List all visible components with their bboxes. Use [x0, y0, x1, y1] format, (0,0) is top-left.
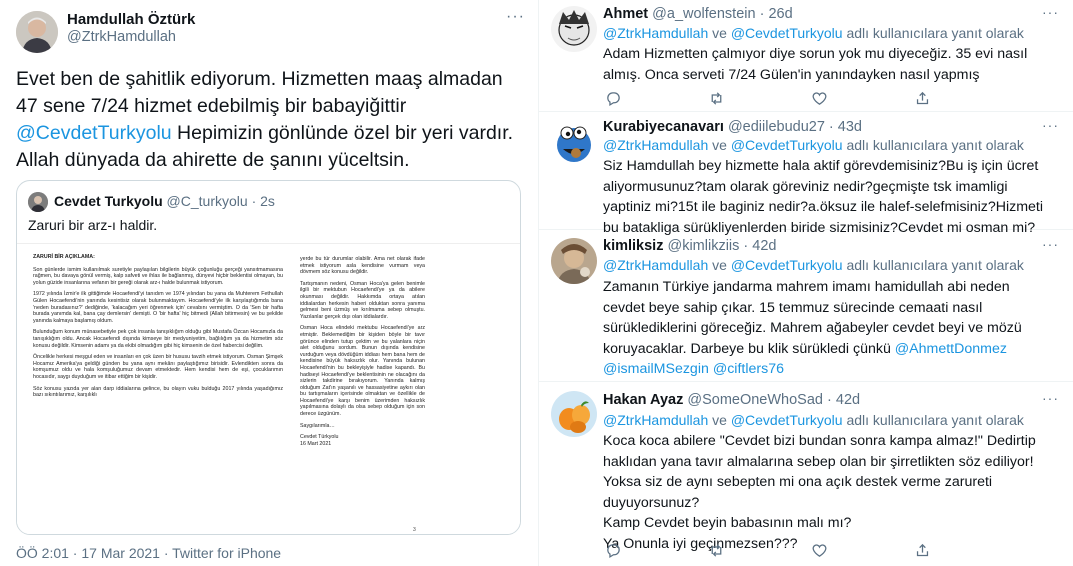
tweet-text-start: Evet ben de şahitlik ediyorum. Hizmetten maaş almadan 47 sene 7/24 hizmet edebilmiş bir babayiğittir	[16, 68, 503, 117]
document-paragraph: Öncelikle herkesi meşgul eden ve insanları en çok üzen bir hususu tavzih etmek istiyorum. Osman Şimşek Hocamız Amerika'ya geldiği günden bu yana aynı mekânı paylaştığımız birisidir. Evlendikten sonra da komşumuz oldu ve hala komşuluğumuz devam etmektedir. Hem kendisi hem de eşi, çocuklarımın hocasıdır, saygı duyduğum ve itibar ettiğim bir kişidir.	[33, 354, 283, 380]
document-paragraph: yerde bu tür durumlar olabilir. Ama net olarak ifade etmek istiyorum asla kendisine vurmam veya dövmem söz konusu değildir.	[300, 256, 425, 276]
reply-dot: ·	[739, 238, 753, 254]
reply-header	[603, 238, 776, 254]
reply-text: Adam Hizmetten çalmıyor diye sorun yok mu diyeceğiz. 35 evi nasıl almış. Onca serveti 7/24 Gülen'in yanındayken nasıl yapmış	[603, 46, 1028, 83]
mention-link[interactable]: @ismailMSezgin	[603, 361, 709, 377]
reply-author-name[interactable]: Ahmet	[603, 6, 649, 22]
author-name[interactable]: Hamdullah Öztürk	[67, 11, 196, 28]
reply-context-suffix: adlı kullanıcılara yanıt olarak	[842, 257, 1024, 273]
reply-tweet[interactable]	[539, 0, 1073, 112]
share-icon[interactable]	[913, 89, 933, 107]
quoted-header	[54, 193, 275, 209]
reply-header	[603, 392, 860, 408]
reply-context	[603, 257, 1024, 273]
reply-context-suffix: adlı kullanıcılara yanıt olarak	[842, 25, 1024, 41]
quoted-author-name: Cevdet Turkyolu	[54, 193, 163, 209]
retweet-icon[interactable]	[706, 89, 726, 107]
mention-link[interactable]: @ZtrkHamdullah	[603, 412, 709, 428]
document-paragraph: 1972 yılında İzmir'e ilk gittiğimde Hocaefendi'yi tanıdım ve 1974 yılından bu yana da Muhterem Fethullah Gülen Hocaefendi'nin yanında kesintisiz olarak bulunmaktayım. Hocaefendi'yle ilk karşılaştığımda bana 'neden buradasınız?' dediğinde, 'kalacağım yeri öğrenmek için' cevabını vermiştim. O da 'Sen bir hafta burada yanımda kal, bana çay demlersin' demişti. O 'bir hafta' hiç bitmedi (Allah bitirmesin) ve bu şekilde yanında kalmaya başlamış oldum.	[33, 291, 283, 324]
reply-author-name[interactable]: Kurabiyecanavarı	[603, 119, 724, 135]
quoted-tweet[interactable]	[16, 180, 521, 535]
document-paragraph: Son günlerde ismim kullanılmak suretiyle paylaşılan bilgilerin büyük çoğunluğu gerçeği yansıtmamasına rağmen, bu davaya gönül vermiş, kalp safveti ve ihlas ile bağlanmış, dünyevi hiçbir beklentisi olmayan, bu yolun güzide insanlarına vefanın bir gereği olarak arz-ı halde bulunmak istiyorum.	[33, 266, 283, 286]
reply-context-joiner: ve	[708, 137, 731, 153]
reply-author-handle[interactable]: @a_wolfenstein	[652, 6, 756, 22]
like-icon[interactable]	[810, 89, 830, 107]
reply-dot: ·	[755, 6, 769, 22]
replies-list	[539, 0, 1073, 566]
reply-text	[603, 431, 1048, 554]
document-page-number: 3	[413, 527, 416, 533]
reply-text	[603, 277, 1043, 380]
reply-text-plain: Zamanın Türkiye jandarma mahrem imamı hamidullah abi neden cevdet beye sahip çıkar. 15 temmuz sürecinde cemaati nasıl sürüklediklerini göreceğiz. Mahrem ağabeyler cevdet beyi ve mözü koruyacaklar. Darbeye bu klik sürükledi çünkü	[603, 279, 1022, 357]
mention-link[interactable]: @ZtrkHamdullah	[603, 137, 709, 153]
quoted-author-handle: @C_turkyolu	[166, 193, 248, 209]
reply-context	[603, 412, 1024, 428]
reply-header	[603, 119, 862, 135]
reply-text-line: Ya Onunla iyi geçinmezsen???	[603, 535, 798, 552]
reply-icon[interactable]	[603, 541, 623, 559]
reply-author-handle[interactable]: @ediilebudu27	[727, 119, 825, 135]
reply-tweet[interactable]	[539, 230, 1073, 382]
document-paragraph: Osman Hoca elindeki mektubu Hocaefendi'ye arz etmiştir. Beklemediğim bir kişiden böyle bir tavır görünce elinden tutup çektim ve bu yalanlara niçin alet olduğunu sordum. Bunun dışında kendisine vurduğum veya dövdüğüm iddiası hem bana hem de kendisine büyük haksızlık olur. Yanında bulunan Hocaefendi'nin bu bekleyişiyle hadise kapandı. Bu hadiseyi Hocaefendi'ye beklentisinin ne olacağını da sizlerin takdirine bırakıyorum. Yanında kalmış olduğum Zat'ın yaşanılı ve hassasiyetine aykırı olan bu tartışmaların içerisinde olmaktan ve özellikle de Hocaefendi'ye karşı benim üzerimden haksızlık yapılmasına dolaylı da olsa sebep olduğum için son derece üzgünüm.	[300, 325, 425, 418]
more-icon[interactable]: ···	[1042, 236, 1059, 252]
author-avatar[interactable]	[16, 11, 58, 53]
mention-link[interactable]: @ZtrkHamdullah	[603, 25, 709, 41]
reply-dot: ·	[822, 392, 836, 408]
quoted-text: Zaruri bir arz-ı haldir.	[28, 217, 158, 233]
reply-tweet[interactable]	[539, 382, 1073, 566]
document-paragraph: Söz konusu yazıda yer alan darp iddialarına gelince, bu olayın vuku bulduğu 2017 yılında yaşadığımız bazı sıkıntılarımız, karşılıklı	[33, 385, 283, 399]
document-heading: ZARURİ BİR AÇIKLAMA:	[33, 254, 95, 260]
reply-icon[interactable]	[603, 89, 623, 107]
tweet-footer[interactable]: ÖÖ 2:01 · 17 Mar 2021 · Twitter for iPhone	[16, 545, 282, 561]
mention-link[interactable]: @CevdetTurkyolu	[730, 137, 843, 153]
reply-time[interactable]: 42d	[752, 238, 777, 254]
reply-text-line: Yoksa siz de aynı sebepten mi ona açık destek verme zarureti duyuyorsunuz?	[603, 474, 993, 511]
reply-context-joiner: ve	[708, 257, 731, 273]
mention-link[interactable]: @CevdetTurkyolu	[730, 25, 843, 41]
quoted-dot: ·	[247, 193, 261, 209]
tweet-text-end: Hepimizin gönlünde özel bir yeri vardır. Allah dünyada da ahirette de şanını yüceltsin.	[16, 122, 514, 171]
mention-link[interactable]: @ciftlers76	[712, 361, 784, 377]
mention-link[interactable]: @CevdetTurkyolu	[16, 122, 172, 144]
reply-text: Siz Hamdullah bey hizmette hala aktif görevdemisiniz?Bu iş için ücret aliyormusunuz?tam olarak göreviniz nedir?geçmişte tsk imamligi yaptiniz mi?15t ile baginiz nedir?a.öksuz ile halef-selefmisiniz?Hizmeti bu batakliga sürükliyenlerden biride sizmisiniz?Cevdet mi osman mi?	[603, 158, 1044, 236]
like-icon[interactable]	[810, 541, 830, 559]
reply-time[interactable]: 42d	[835, 392, 861, 408]
more-icon[interactable]: ···	[506, 8, 525, 25]
reply-author-name[interactable]: kimliksiz	[603, 238, 664, 254]
reply-context	[603, 137, 1024, 153]
mention-link[interactable]: @CevdetTurkyolu	[730, 412, 843, 428]
document-right-column	[300, 256, 425, 452]
document-left-column	[33, 254, 283, 404]
reply-header	[603, 6, 793, 22]
reply-context-joiner: ve	[708, 412, 731, 428]
quoted-time: 2s	[260, 193, 275, 209]
reply-context-joiner: ve	[708, 25, 731, 41]
reply-time[interactable]: 26d	[768, 6, 793, 22]
tweet-text	[16, 66, 521, 174]
reply-time[interactable]: 43d	[837, 119, 862, 135]
reply-context	[603, 25, 1024, 41]
document-signature: Cevdet Türkyolu 16 Mart 2021	[300, 434, 339, 447]
share-icon[interactable]	[913, 541, 933, 559]
reply-avatar[interactable]	[551, 119, 597, 165]
reply-context-suffix: adlı kullanıcılara yanıt olarak	[842, 137, 1024, 153]
more-icon[interactable]: ···	[1042, 390, 1059, 406]
reply-avatar[interactable]	[551, 391, 597, 437]
mention-link[interactable]: @CevdetTurkyolu	[730, 257, 843, 273]
reply-actions	[603, 541, 933, 559]
more-icon[interactable]: ···	[1042, 117, 1059, 133]
quoted-author-avatar	[28, 192, 48, 212]
reply-tweet[interactable]	[539, 112, 1073, 236]
document-paragraph: Bulunduğum konum münasebetiyle pek çok insanla tanışıklığım olduğu gibi Mustafa Özcan Hocamızla da tanışıklığım oldu. Ancak Hocaefendi dışında kimseye bir medyuniyetim, bağlılığım ya da hizmetim söz konusu değildir. Kimsenin adamı ya da ekibi olmadığım gibi hiç kimsenin de özel habercisi değilim.	[33, 329, 283, 349]
reply-actions	[603, 89, 933, 107]
reply-dot: ·	[824, 119, 838, 135]
mention-link[interactable]: @AhmettDonmez	[894, 340, 1007, 357]
reply-author-handle[interactable]: @SomeOneWhoSad	[687, 392, 823, 408]
document-paragraph: Saygılarımla…	[300, 422, 335, 429]
retweet-icon[interactable]	[706, 541, 726, 559]
reply-author-name[interactable]: Hakan Ayaz	[603, 392, 684, 408]
mention-link[interactable]: @ZtrkHamdullah	[603, 257, 709, 273]
statement-document-image[interactable]	[17, 243, 520, 535]
reply-text-line: Koca koca abilere "Cevdet bizi bundan sonra kampa almaz!" Dedirtip haklıdan yana tavır almalarına sebep olan bir şirretlikten söz ediliyor!	[603, 433, 1036, 470]
reply-avatar[interactable]	[551, 238, 597, 284]
reply-text-line: Kamp Cevdet beyin babasının malı mı?	[603, 515, 852, 531]
author-handle[interactable]: @ZtrkHamdullah	[67, 29, 176, 45]
document-paragraph: Tartışmanın nedeni, Osman Hoca'ya gelen benimle ilgili bir mektubun Hocaefendi'ye ya da abilere okunması değildir. Hakkımda ortaya atılan iddialardan herkesin haberi olduktan sonra yanıma gelmesi beni üzmüş ve kırılmama sebep olmuştu. Yazılanlar gerçek dışı olan iddialardır.	[300, 280, 425, 320]
more-icon[interactable]: ···	[1042, 4, 1059, 20]
reply-avatar[interactable]	[551, 6, 597, 52]
reply-author-handle[interactable]: @kimlikziis	[667, 238, 740, 254]
reply-context-suffix: adlı kullanıcılara yanıt olarak	[842, 412, 1024, 428]
